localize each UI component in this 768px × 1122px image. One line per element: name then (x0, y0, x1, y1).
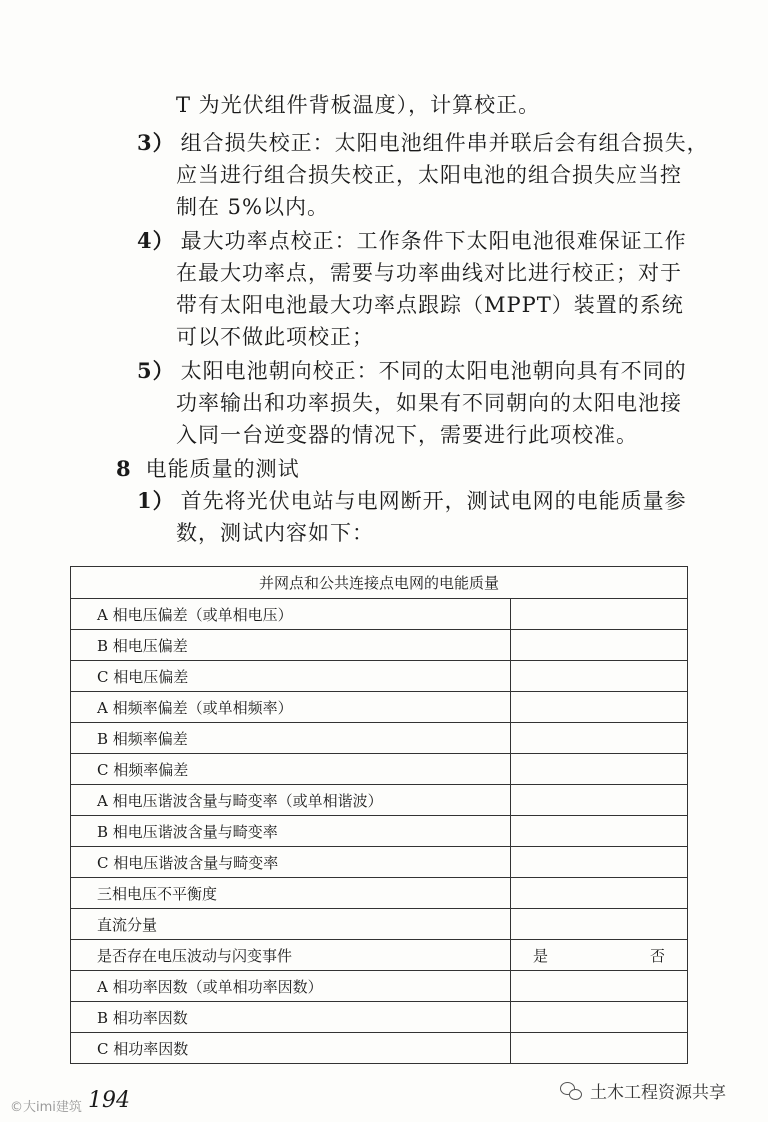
item-number: 1） (137, 488, 175, 513)
row-value-cell (511, 723, 688, 754)
row-label: C 相频率偏差 (71, 754, 511, 785)
row-label: 三相电压不平衡度 (71, 878, 511, 909)
row-value-cell (511, 785, 688, 816)
watermark-text: 土木工程资源共享 (590, 1083, 726, 1103)
row-label: B 相功率因数 (71, 1002, 511, 1033)
list-item-4 (137, 226, 687, 256)
item-number: 5） (137, 358, 175, 383)
table-row (71, 940, 688, 971)
row-value-cell (511, 847, 688, 878)
item-number: 4） (137, 228, 175, 253)
row-label: B 相电压偏差 (71, 630, 511, 661)
row-value-cell (511, 692, 688, 723)
row-label: 是否存在电压波动与闪变事件 (71, 940, 511, 971)
body-line: 制在 5%以内。 (176, 195, 329, 219)
row-label: C 相电压谐波含量与畸变率 (71, 847, 511, 878)
table-row (71, 971, 688, 1002)
table-row (71, 785, 688, 816)
body-line: 应当进行组合损失校正，太阳电池的组合损失应当控 (176, 163, 682, 187)
watermark-left: ©大imi建筑 (10, 1100, 82, 1115)
item-text: 太阳电池朝向校正：不同的太阳电池朝向具有不同的 (180, 359, 687, 383)
row-value-cell (511, 630, 688, 661)
row-label: C 相电压偏差 (71, 661, 511, 692)
wechat-icon (560, 1082, 582, 1100)
row-value-cell (511, 1002, 688, 1033)
no-option: 否 (649, 946, 665, 965)
row-label: A 相电压谐波含量与畸变率（或单相谐波） (71, 785, 511, 816)
body-line: T 为光伏组件背板温度），计算校正。 (176, 93, 541, 117)
table-row (71, 661, 688, 692)
row-value-cell (511, 816, 688, 847)
row-value-cell (511, 878, 688, 909)
row-label: A 相功率因数（或单相功率因数） (71, 971, 511, 1002)
section-title: 电能质量的测试 (145, 457, 300, 481)
row-label: B 相电压谐波含量与畸变率 (71, 816, 511, 847)
power-quality-table (70, 566, 688, 1064)
body-line: 带有太阳电池最大功率点跟踪（MPPT）装置的系统 (176, 293, 684, 317)
table-row (71, 878, 688, 909)
body-line: 在最大功率点，需要与功率曲线对比进行校正；对于 (176, 261, 682, 285)
page-number: 194 (88, 1088, 130, 1113)
item-text: 最大功率点校正：工作条件下太阳电池很难保证工作 (180, 229, 687, 253)
section-heading (116, 454, 300, 484)
item-number: 3） (137, 130, 175, 155)
table-row (71, 847, 688, 878)
watermark-right (560, 1078, 726, 1103)
row-value-cell (511, 1033, 688, 1064)
list-item-1 (137, 486, 687, 516)
row-value-cell (511, 909, 688, 940)
row-value-cell (511, 661, 688, 692)
body-line: 可以不做此项校正； (176, 325, 374, 349)
table-row (71, 723, 688, 754)
table-row (71, 1033, 688, 1064)
section-number: 8 (116, 456, 132, 481)
row-label: B 相频率偏差 (71, 723, 511, 754)
list-item-5 (137, 356, 687, 386)
row-value-cell (511, 599, 688, 630)
row-label: 直流分量 (71, 909, 511, 940)
table-row (71, 1002, 688, 1033)
table-row (71, 599, 688, 630)
body-line: 功率输出和功率损失，如果有不同朝向的太阳电池接 (176, 391, 682, 415)
row-label: A 相电压偏差（或单相电压） (71, 599, 511, 630)
item-text: 组合损失校正：太阳电池组件串并联后会有组合损失， (180, 131, 709, 155)
table-row (71, 692, 688, 723)
table-row (71, 816, 688, 847)
yes-option: 是 (533, 946, 549, 965)
body-line: 数，测试内容如下： (176, 521, 374, 545)
table-header: 并网点和公共连接点电网的电能质量 (71, 567, 688, 599)
list-item-3 (137, 128, 709, 158)
row-value-cell (511, 940, 688, 971)
row-value-cell (511, 971, 688, 1002)
table-row (71, 754, 688, 785)
table-row (71, 909, 688, 940)
row-label: A 相频率偏差（或单相频率） (71, 692, 511, 723)
row-value-cell (511, 754, 688, 785)
table-row (71, 630, 688, 661)
body-line: 入同一台逆变器的情况下，需要进行此项校准。 (176, 423, 638, 447)
row-label: C 相功率因数 (71, 1033, 511, 1064)
item-text: 首先将光伏电站与电网断开，测试电网的电能质量参 (180, 489, 687, 513)
